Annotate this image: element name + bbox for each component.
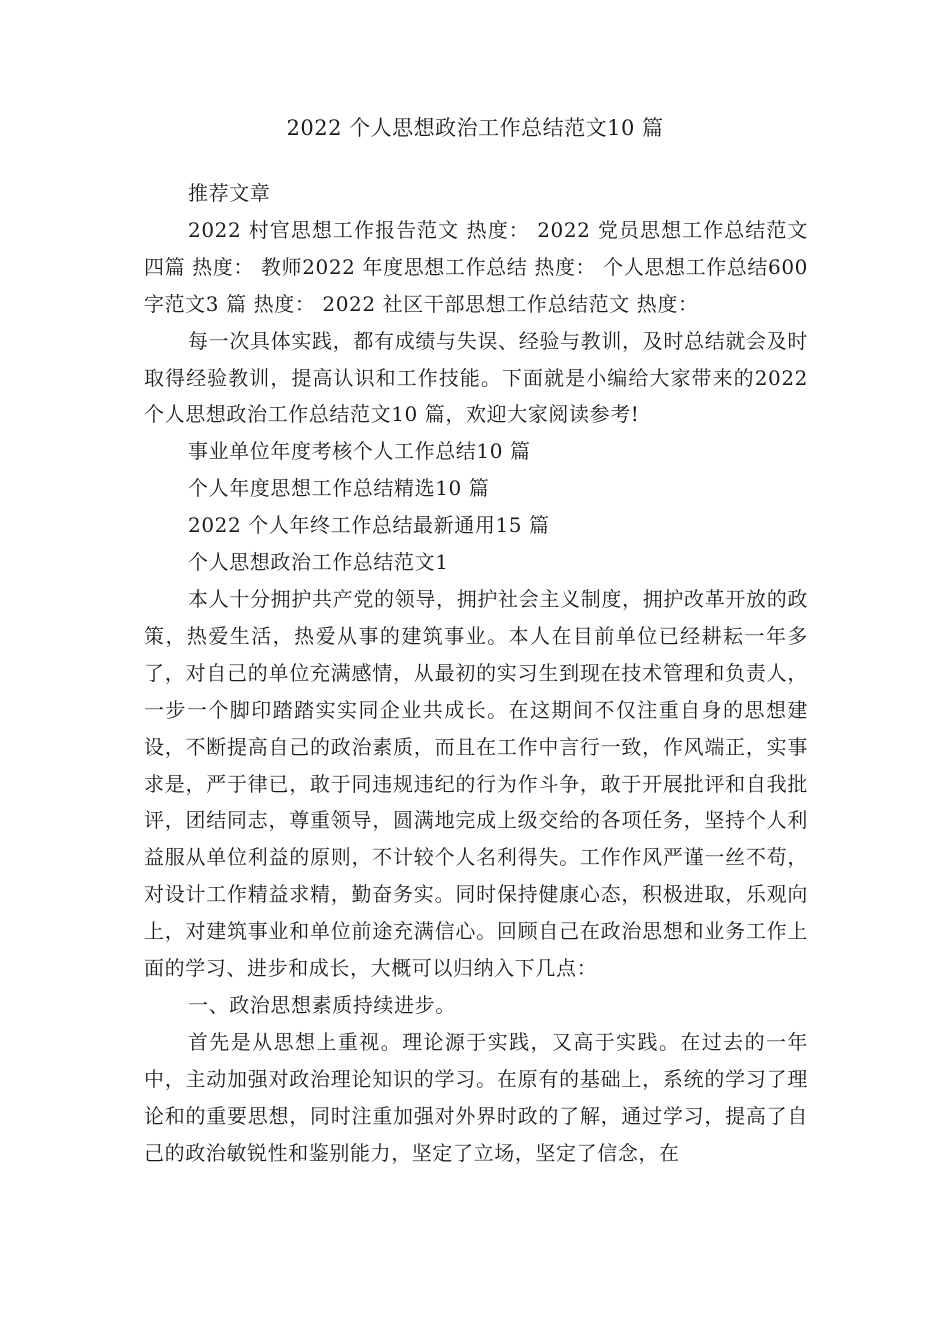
- document-body: [144, 175, 808, 1171]
- intro-paragraph: 每一次具体实践，都有成绩与失误、经验与教训，及时总结就会及时取得经验教训，提高认识和工作技能。下面就是小编给大家带来的2022 个人思想政治工作总结范文10 篇，欢迎大家阅读参考!: [144, 328, 808, 427]
- related-article-2: 个人年度思想工作总结精选10 篇: [188, 476, 490, 501]
- section-heading-1: 个人思想政治工作总结范文1: [188, 550, 449, 575]
- document-title: 2022 个人思想政治工作总结范文10 篇: [286, 116, 664, 140]
- body-paragraph-1: 本人十分拥护共产党的领导，拥护社会主义制度，拥护改革开放的政策，热爱生活，热爱从事的建筑事业。本人在目前单位已经耕耘一年多了，对自己的单位充满感情，从最初的实习生到现在技术管理和负责人，一步一个脚印踏踏实实同企业共成长。在这期间不仅注重自身的思想建设，不断提高自己的政治素质，而且在工作中言行一致，作风端正，实事求是，严于律已，敢于同违规违纪的行为作斗争，敢于开展批评和自我批评，团结同志，尊重领导，圆满地完成上级交给的各项任务，坚持个人利益服从单位利益的原则，不计较个人名利得失。工作作风严谨一丝不苟，对设计工作精益求精，勤奋务实。同时保持健康心态，积极进取，乐观向上，对建筑事业和单位前途充满信心。回顾自己在政治思想和业务工作上面的学习、进步和成长，大概可以归纳入下几点：: [144, 586, 808, 981]
- related-article-3: 2022 个人年终工作总结最新通用15 篇: [188, 513, 550, 538]
- subheading-1: 一、政治思想素质持续进步。: [188, 992, 456, 1017]
- related-article-1: 事业单位年度考核个人工作总结10 篇: [188, 439, 531, 464]
- recommended-links-paragraph: 2022 村官思想工作报告范文 热度： 2022 党员思想工作总结范文四篇 热度： 教师2022 年度思想工作总结 热度： 个人思想工作总结600 字范文3 篇 热度： 2022 社区干部思想工作总结范文 热度：: [144, 217, 808, 316]
- body-paragraph-2: 首先是从思想上重视。理论源于实践，又高于实践。在过去的一年中，主动加强对政治理论知识的学习。在原有的基础上，系统的学习了理论和的重要思想，同时注重加强对外界时政的了解，通过学习，提高了自己的政治敏锐性和鉴别能力，坚定了立场，坚定了信念，在: [144, 1029, 808, 1165]
- recommended-heading: 推荐文章: [188, 181, 271, 205]
